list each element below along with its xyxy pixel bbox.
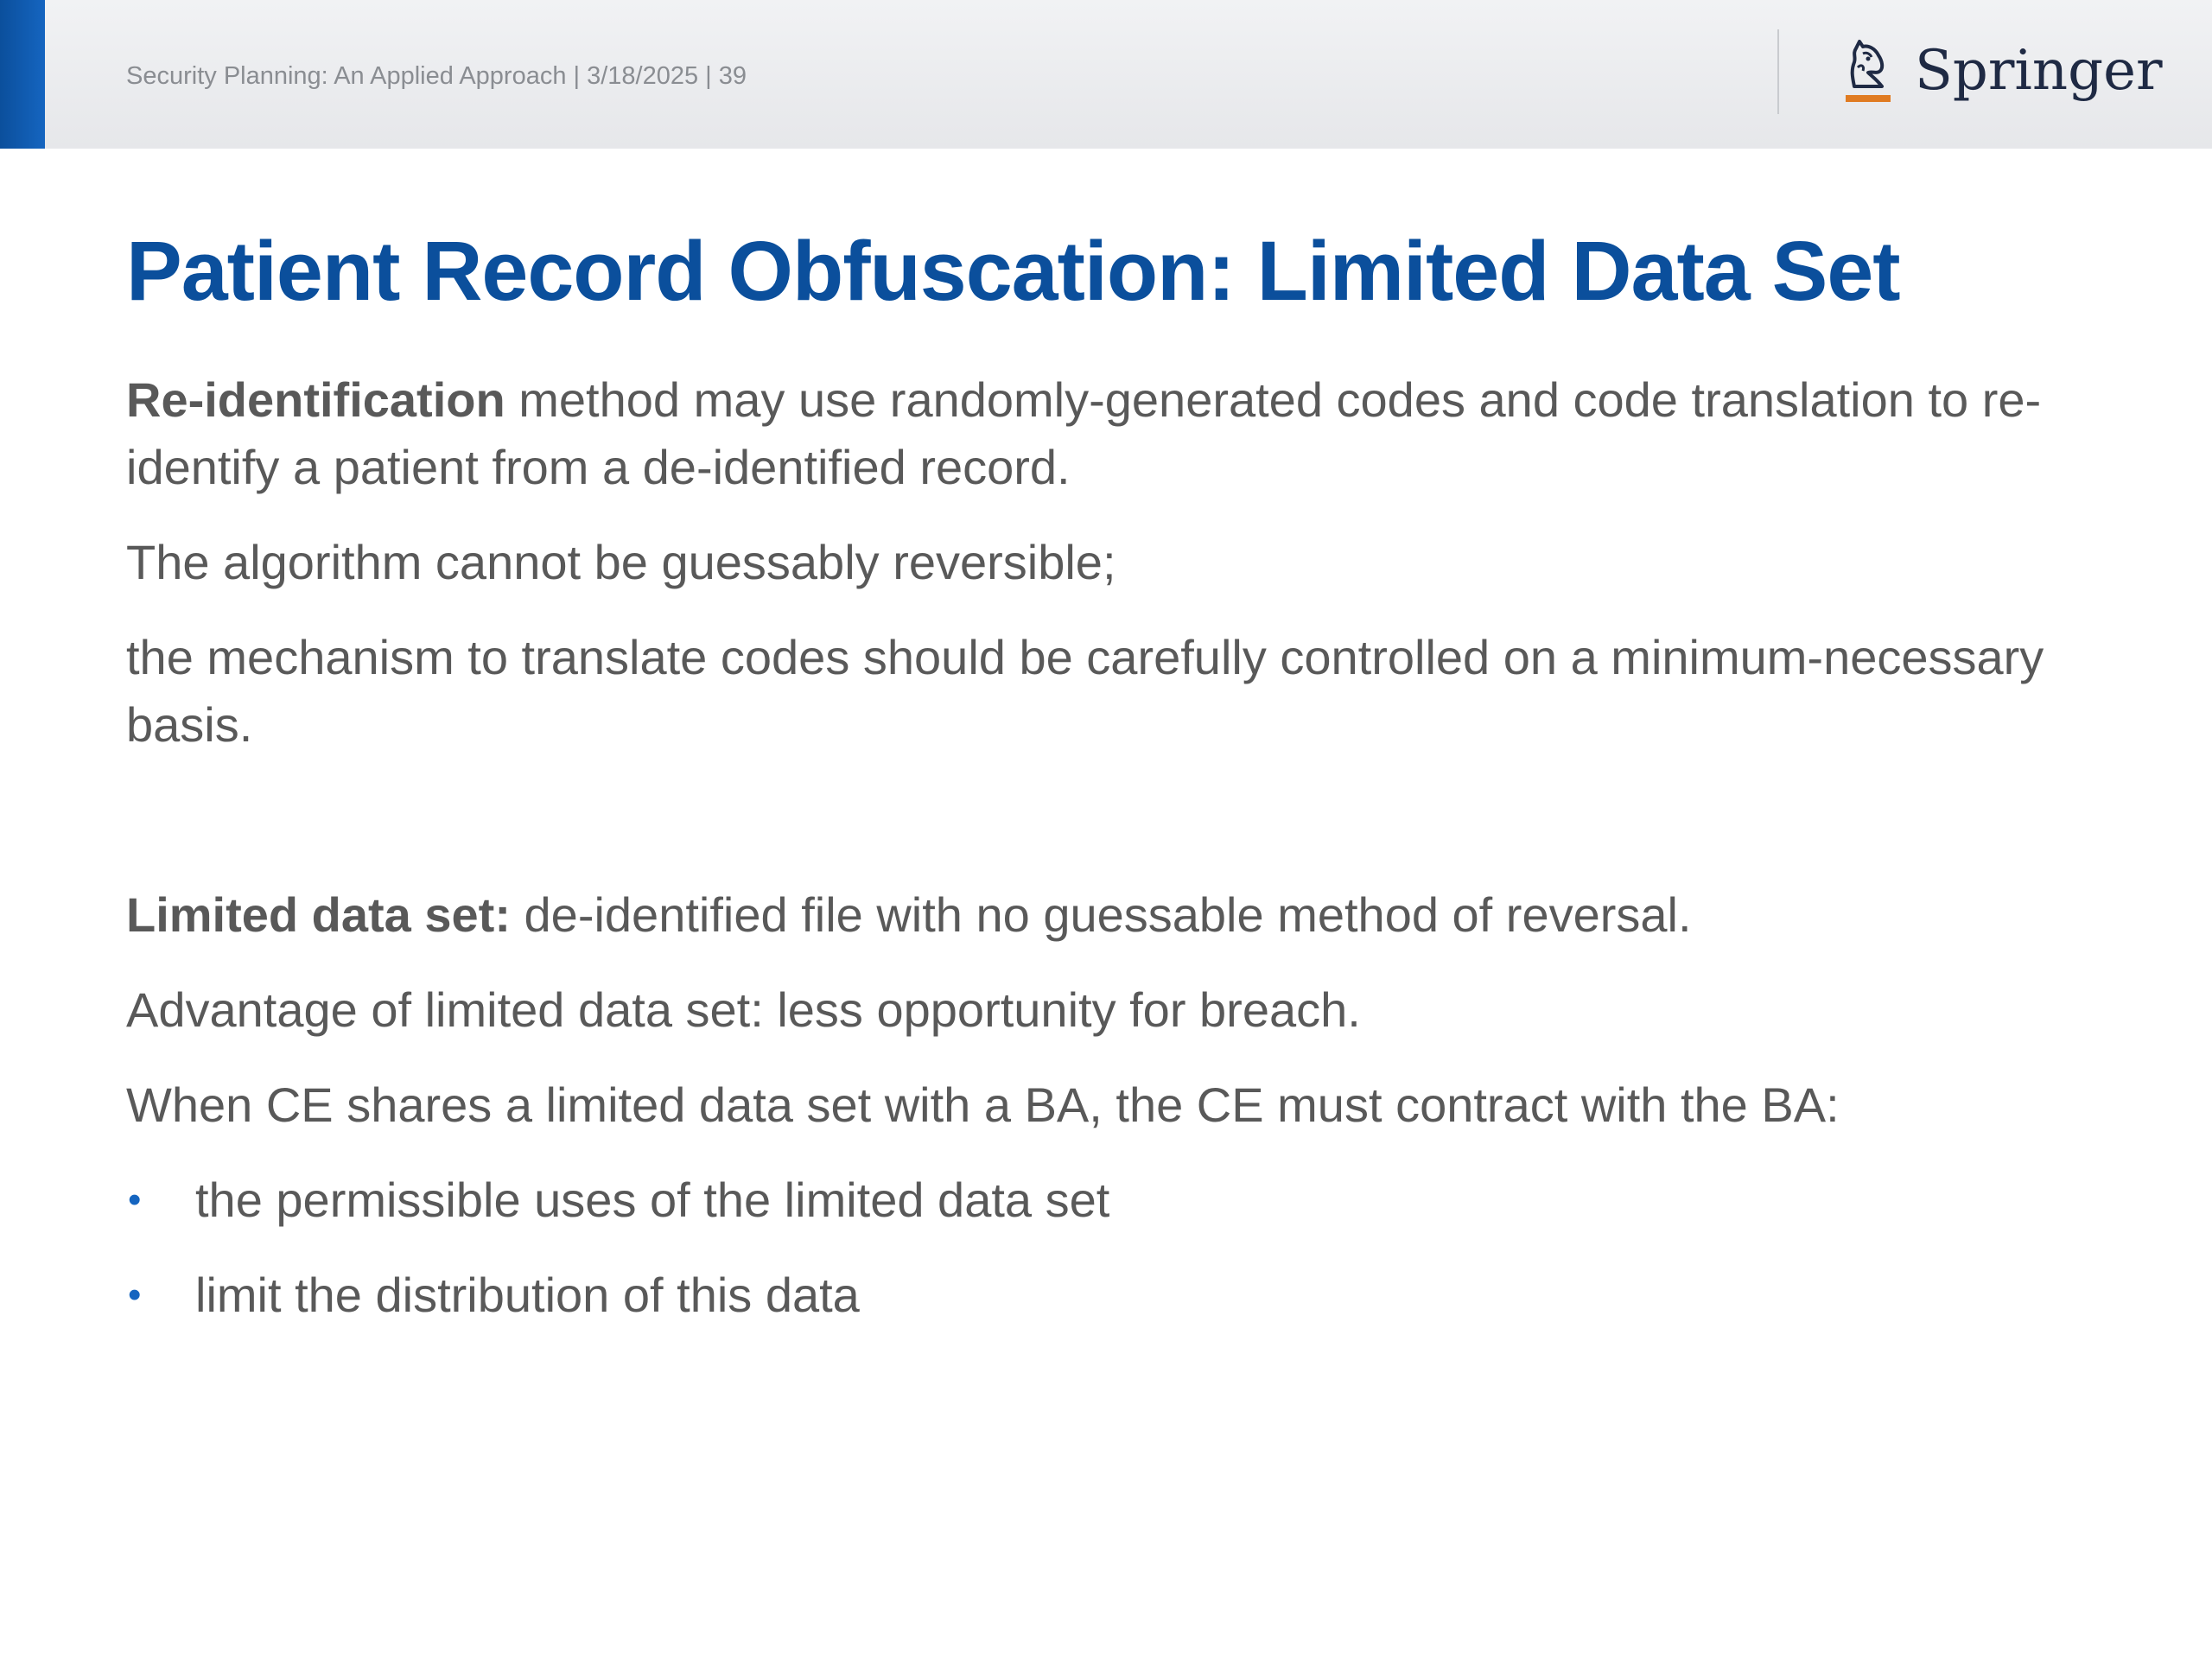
paragraph-limited-data-set-text: de-identified file with no guessable method of reversal. [510,887,1692,942]
accent-bar [0,0,45,149]
paragraph-reidentification [126,366,2113,501]
slide-meta: Security Planning: An Applied Approach | 3/18/2025 | 39 [126,62,747,90]
header-divider [1777,29,1779,114]
paragraph-advantage: Advantage of limited data set: less opportunity for breach. [126,982,1361,1037]
paragraph-reidentification-text: method may use randomly-generated codes and code translation to re-identify a patient from a de-identified record. [126,372,2042,494]
paragraph-algorithm: The algorithm cannot be guessably reversible; [126,535,1116,589]
bullet-text: limit the distribution of this data [195,1268,860,1322]
paragraph-contract: When CE shares a limited data set with a BA, the CE must contract with the BA: [126,1077,1840,1132]
bullet-list [126,1166,2113,1329]
springer-wordmark: Springer [1915,39,2163,103]
slide-body [126,366,2113,1357]
term-reidentification: Re-identification [126,372,505,427]
bullet-item [126,1262,2113,1329]
knight-horse-icon [1837,33,1897,109]
spacer [126,786,2113,881]
term-limited-data-set: Limited data set: [126,887,511,942]
paragraph-mechanism: the mechanism to translate codes should be carefully controlled on a minimum-necessary basis. [126,630,2044,752]
bullet-dot-icon: • [128,1179,142,1221]
springer-logo [1837,31,2163,111]
bullet-item [126,1166,2113,1234]
bullet-text: the permissible uses of the limited data set [195,1173,1110,1227]
slide-title: Patient Record Obfuscation: Limited Data Set [126,224,1900,318]
bullet-dot-icon: • [128,1274,142,1316]
paragraph-limited-data-set [126,881,2113,949]
